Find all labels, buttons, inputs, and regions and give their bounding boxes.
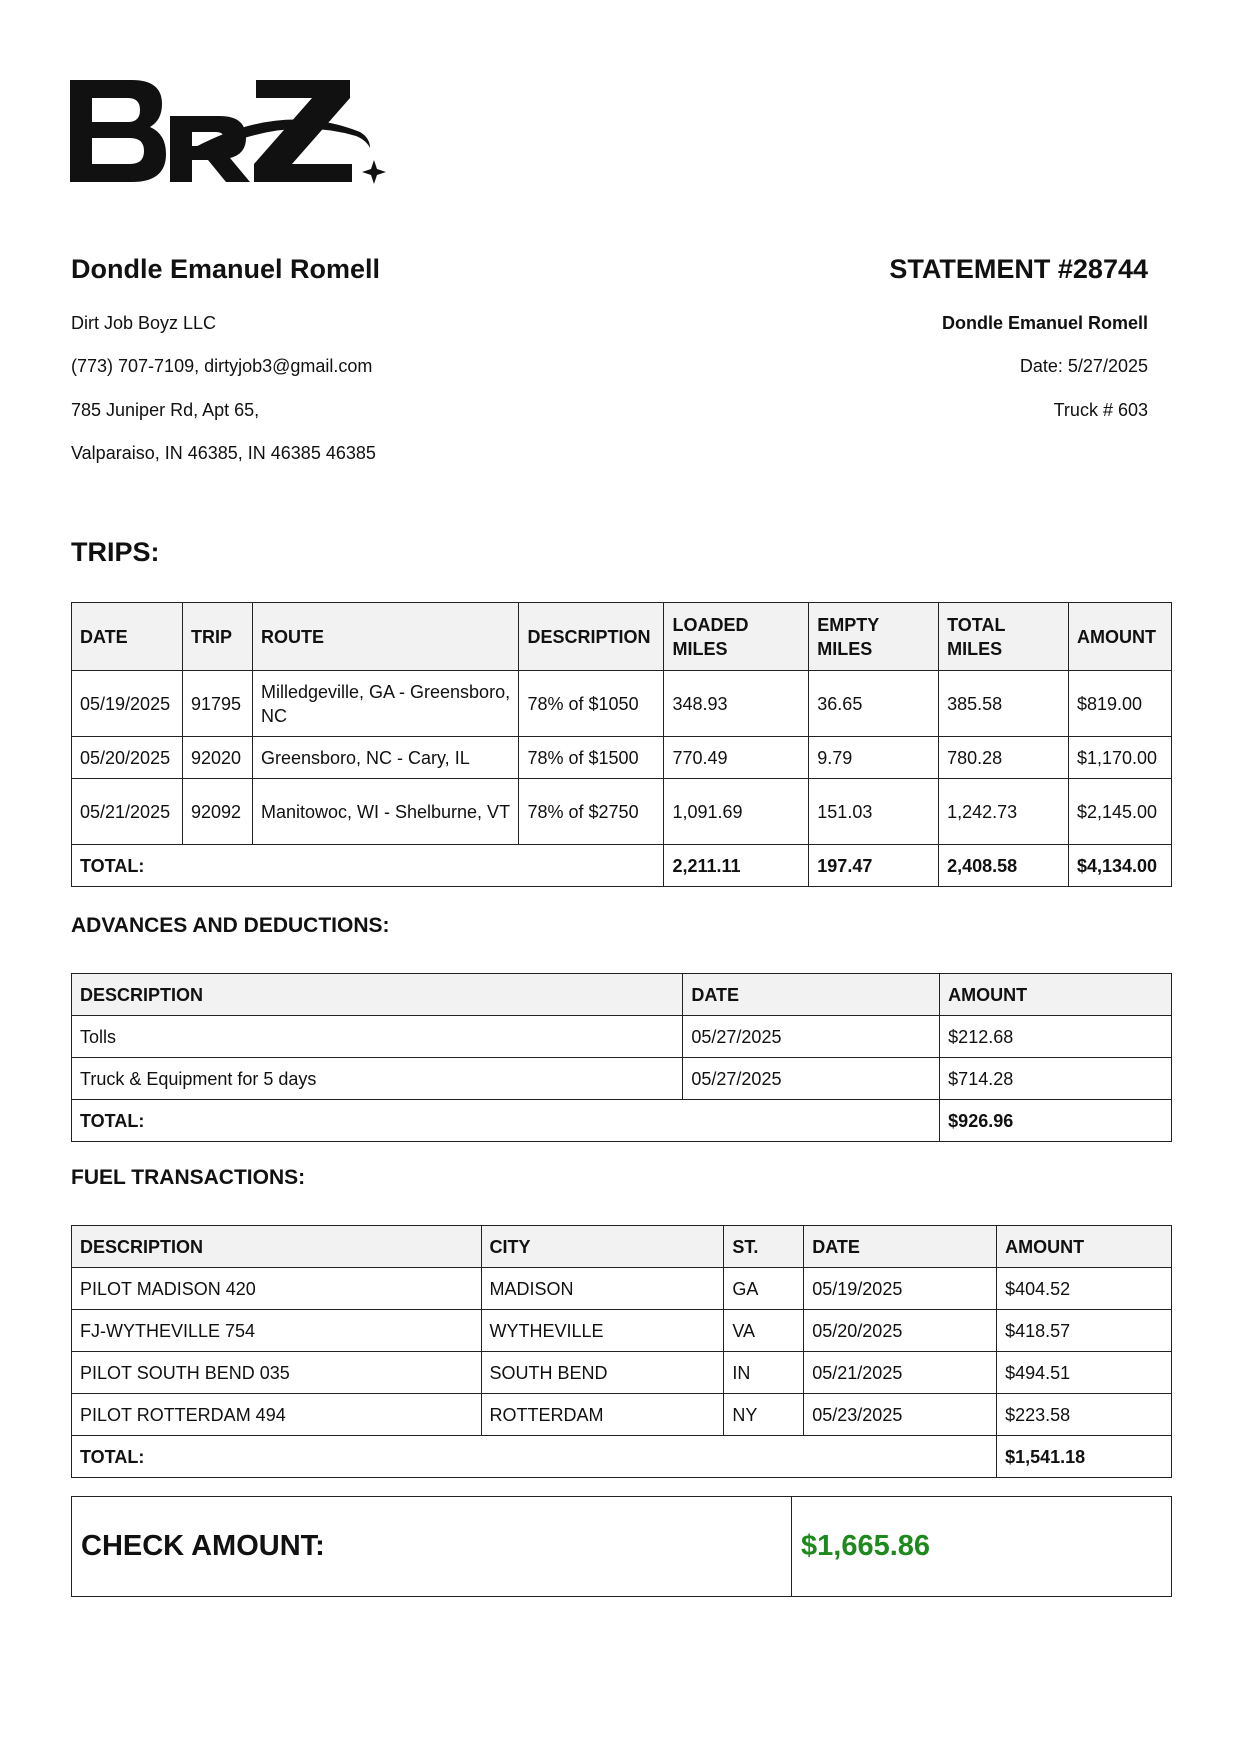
cell: ROTTERDAM — [481, 1394, 724, 1436]
col-header: ST. — [724, 1226, 804, 1268]
cell: 78% of $1500 — [519, 737, 664, 779]
cell: 9.79 — [809, 737, 939, 779]
cell: 78% of $2750 — [519, 779, 664, 845]
check-amount-value: $1,665.86 — [801, 1530, 931, 1562]
cell: VA — [724, 1310, 804, 1352]
cell: Manitowoc, WI - Shelburne, VT — [252, 779, 519, 845]
driver-name: Dondle Emanuel Romell — [71, 254, 381, 284]
cell: $494.51 — [997, 1352, 1172, 1394]
cell: $2,145.00 — [1068, 779, 1171, 845]
table-row — [72, 1016, 1172, 1058]
cell: IN — [724, 1352, 804, 1394]
col-header: LOADED MILES — [664, 603, 809, 671]
total-empty-miles: 197.47 — [809, 845, 939, 887]
col-header: EMPTY MILES — [809, 603, 939, 671]
total-label: TOTAL: — [72, 1100, 940, 1142]
table-row — [72, 1268, 1172, 1310]
col-header: DESCRIPTION — [519, 603, 664, 671]
contact-info: (773) 707-7109, dirtyjob3@gmail.com — [71, 356, 373, 376]
table-row — [72, 1310, 1172, 1352]
cell: $819.00 — [1068, 671, 1171, 737]
table-row — [72, 779, 1172, 845]
cell: 05/27/2025 — [683, 1016, 940, 1058]
total-loaded-miles: 2,211.11 — [664, 845, 809, 887]
cell: 05/27/2025 — [683, 1058, 940, 1100]
table-row — [72, 1352, 1172, 1394]
cell: 05/20/2025 — [804, 1310, 997, 1352]
cell: 05/19/2025 — [72, 671, 183, 737]
address-line-2: Valparaiso, IN 46385, IN 46385 46385 — [71, 443, 376, 463]
table-row — [72, 737, 1172, 779]
cell: PILOT SOUTH BEND 035 — [72, 1352, 482, 1394]
check-amount-box — [71, 1496, 1172, 1597]
cell: 05/19/2025 — [804, 1268, 997, 1310]
cell: 05/20/2025 — [72, 737, 183, 779]
brz-logo — [70, 80, 390, 192]
cell: 05/23/2025 — [804, 1394, 997, 1436]
total-miles: 2,408.58 — [939, 845, 1069, 887]
col-header: AMOUNT — [997, 1226, 1172, 1268]
cell: 1,091.69 — [664, 779, 809, 845]
statement-title: STATEMENT #28744 — [889, 254, 1148, 284]
cell: 36.65 — [809, 671, 939, 737]
cell: SOUTH BEND — [481, 1352, 724, 1394]
col-header: TRIP — [182, 603, 252, 671]
col-header: DESCRIPTION — [72, 1226, 482, 1268]
total-label: TOTAL: — [72, 845, 664, 887]
trips-header-row — [72, 603, 1172, 671]
cell: $1,170.00 — [1068, 737, 1171, 779]
deductions-header-row — [72, 974, 1172, 1016]
total-amount: $926.96 — [940, 1100, 1172, 1142]
cell: GA — [724, 1268, 804, 1310]
cell: Milledgeville, GA - Greensboro, NC — [252, 671, 519, 737]
col-header: AMOUNT — [1068, 603, 1171, 671]
col-header: DESCRIPTION — [72, 974, 683, 1016]
address-line-1: 785 Juniper Rd, Apt 65, — [71, 400, 260, 420]
cell: 151.03 — [809, 779, 939, 845]
cell: MADISON — [481, 1268, 724, 1310]
cell: 92092 — [182, 779, 252, 845]
deductions-heading: ADVANCES AND DEDUCTIONS: — [71, 914, 390, 937]
cell: 78% of $1050 — [519, 671, 664, 737]
total-label: TOTAL: — [72, 1436, 997, 1478]
company-name: Dirt Job Boyz LLC — [71, 313, 217, 333]
cell: Truck & Equipment for 5 days — [72, 1058, 683, 1100]
cell: $223.58 — [997, 1394, 1172, 1436]
fuel-table — [71, 1225, 1172, 1478]
cell: $418.57 — [997, 1310, 1172, 1352]
cell: 05/21/2025 — [804, 1352, 997, 1394]
table-row — [72, 1058, 1172, 1100]
fuel-total-row — [72, 1436, 1172, 1478]
deductions-total-row — [72, 1100, 1172, 1142]
cell: PILOT MADISON 420 — [72, 1268, 482, 1310]
col-header: ROUTE — [252, 603, 519, 671]
col-header: TOTAL MILES — [939, 603, 1069, 671]
cell: PILOT ROTTERDAM 494 — [72, 1394, 482, 1436]
cell: Greensboro, NC - Cary, IL — [252, 737, 519, 779]
trips-table — [71, 602, 1172, 887]
cell: 780.28 — [939, 737, 1069, 779]
col-header: DATE — [804, 1226, 997, 1268]
cell: FJ-WYTHEVILLE 754 — [72, 1310, 482, 1352]
cell: 92020 — [182, 737, 252, 779]
cell: 348.93 — [664, 671, 809, 737]
total-amount: $4,134.00 — [1068, 845, 1171, 887]
fuel-heading: FUEL TRANSACTIONS: — [71, 1166, 306, 1189]
trips-heading: TRIPS: — [71, 537, 160, 567]
trips-total-row — [72, 845, 1172, 887]
cell: 91795 — [182, 671, 252, 737]
statement-date: Date: 5/27/2025 — [1019, 356, 1148, 376]
col-header: DATE — [72, 603, 183, 671]
cell: $404.52 — [997, 1268, 1172, 1310]
cell: $212.68 — [940, 1016, 1172, 1058]
truck-number: Truck # 603 — [1053, 400, 1148, 420]
col-header: DATE — [683, 974, 940, 1016]
cell: 385.58 — [939, 671, 1069, 737]
cell: 770.49 — [664, 737, 809, 779]
check-amount-label: CHECK AMOUNT: — [72, 1497, 792, 1596]
fuel-header-row — [72, 1226, 1172, 1268]
table-row — [72, 1394, 1172, 1436]
cell: WYTHEVILLE — [481, 1310, 724, 1352]
table-row — [72, 671, 1172, 737]
col-header: AMOUNT — [940, 974, 1172, 1016]
statement-name: Dondle Emanuel Romell — [941, 313, 1148, 333]
cell: 1,242.73 — [939, 779, 1069, 845]
cell: NY — [724, 1394, 804, 1436]
col-header: CITY — [481, 1226, 724, 1268]
total-amount: $1,541.18 — [997, 1436, 1172, 1478]
cell: $714.28 — [940, 1058, 1172, 1100]
deductions-table — [71, 973, 1172, 1142]
cell: Tolls — [72, 1016, 683, 1058]
cell: 05/21/2025 — [72, 779, 183, 845]
